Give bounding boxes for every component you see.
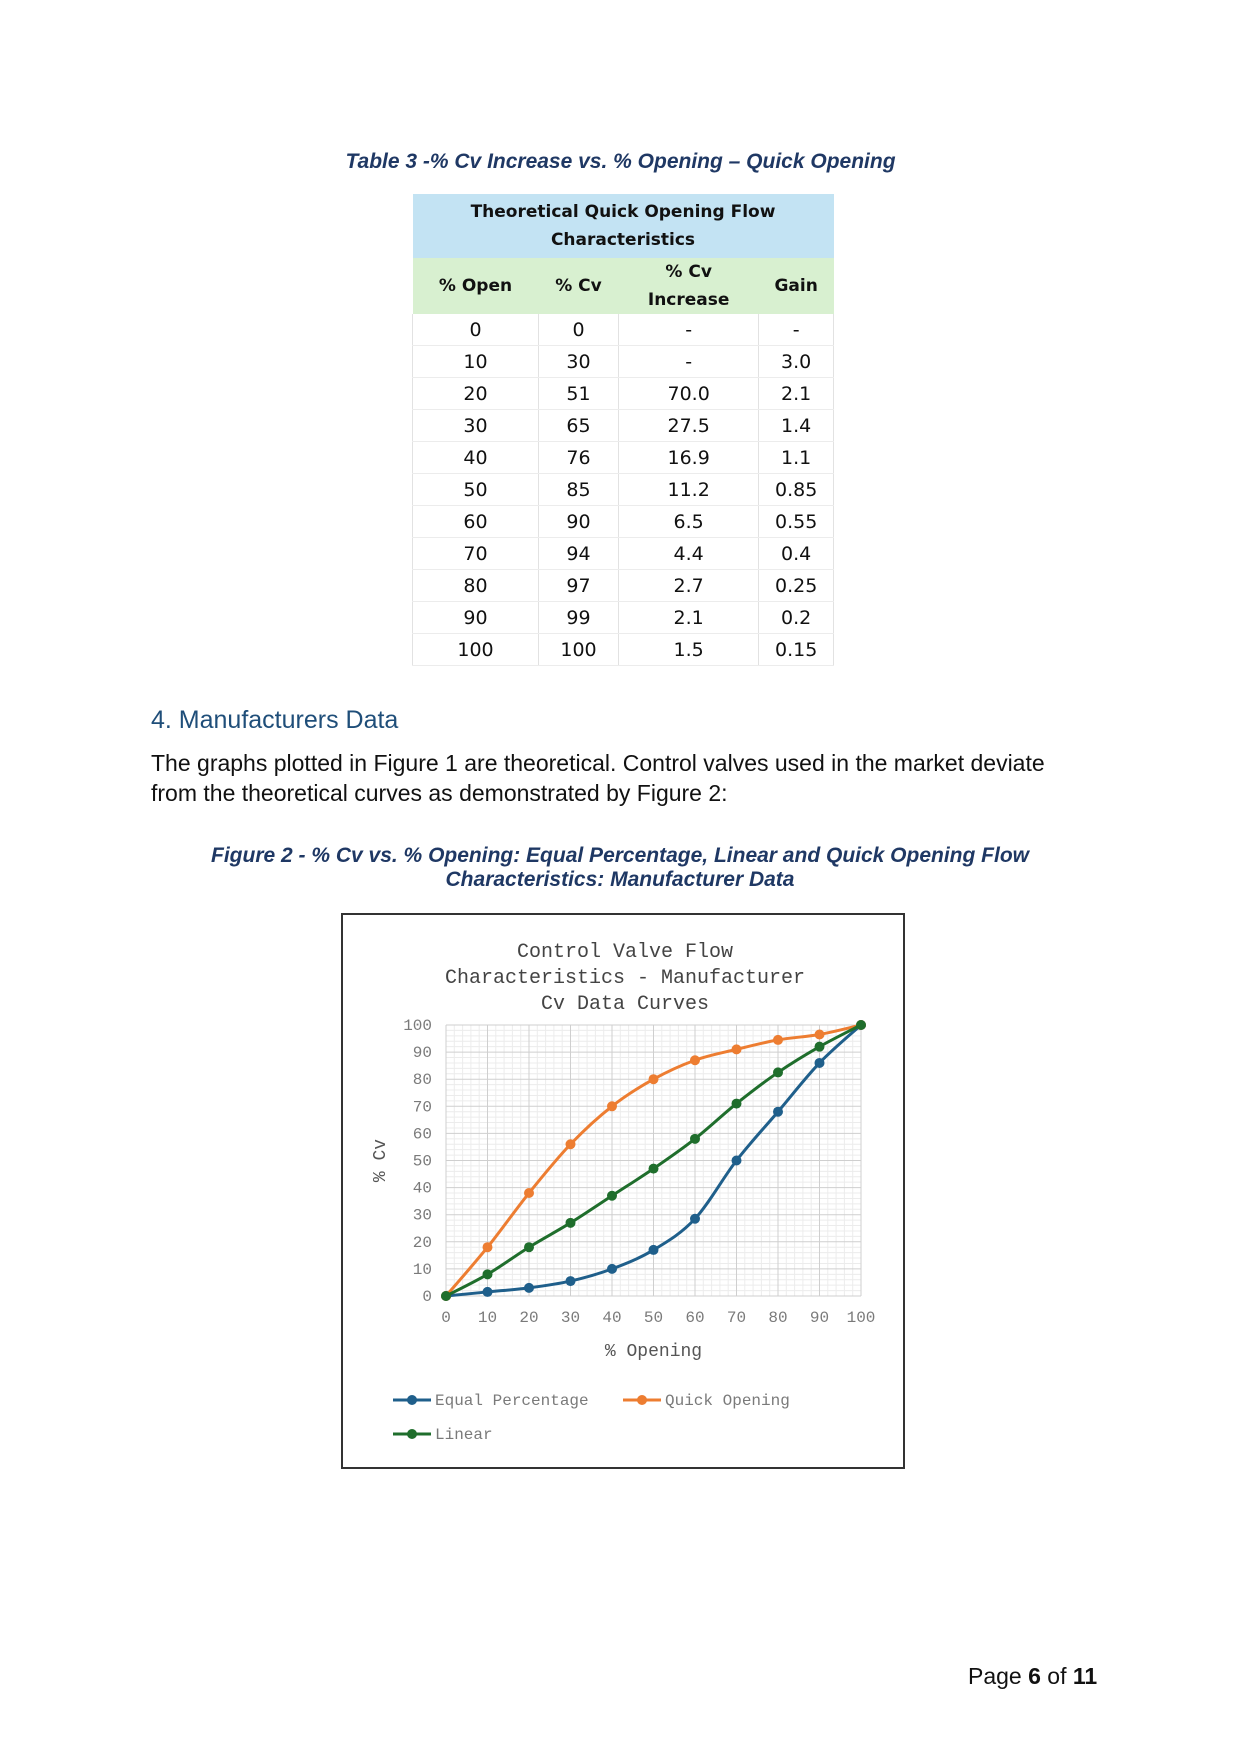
x-tick-label: 20 <box>519 1309 539 1327</box>
page-total: 11 <box>1072 1663 1098 1689</box>
table-cell: 90 <box>413 602 539 634</box>
chart-frame <box>341 913 905 1469</box>
legend-marker-quick-opening <box>637 1395 647 1405</box>
figure-caption <box>180 844 1060 892</box>
table-cell: 20 <box>413 378 539 410</box>
col-header-cv-increase-line2: Increase <box>647 290 730 310</box>
table-cell: 0.25 <box>759 570 834 602</box>
table-cell: 2.1 <box>759 378 834 410</box>
data-point-equal-percentage <box>690 1214 700 1224</box>
y-tick-label: 80 <box>412 1071 432 1090</box>
table-cell: 94 <box>538 538 618 570</box>
page-number <box>968 1663 1097 1690</box>
table-cell: 2.7 <box>619 570 759 602</box>
table-cell: 90 <box>538 506 618 538</box>
table-cell: 85 <box>538 474 618 506</box>
col-header-cv: % Cv <box>538 258 618 314</box>
table-row <box>413 410 834 442</box>
legend-label-equal-percentage: Equal Percentage <box>435 1392 589 1410</box>
table-cell: 0.15 <box>759 634 834 666</box>
table-cell: 40 <box>413 442 539 474</box>
data-point-quick-opening <box>690 1055 700 1065</box>
chart-title-line: Control Valve Flow <box>516 941 734 964</box>
page-label: Page <box>968 1663 1022 1689</box>
table-cell: 70 <box>413 538 539 570</box>
table-row <box>413 314 834 346</box>
table-cell: 0.2 <box>759 602 834 634</box>
body-paragraph: The graphs plotted in Figure 1 are theoretical. Control valves used in the market deviate from the theoretical curves as demonstrated by Figure 2: <box>151 750 1045 806</box>
data-point-linear <box>483 1269 493 1279</box>
table-cell: 30 <box>413 410 539 442</box>
table-row <box>413 346 834 378</box>
data-point-linear <box>441 1291 451 1301</box>
data-point-quick-opening <box>566 1139 576 1149</box>
y-tick-label: 0 <box>422 1288 432 1306</box>
data-point-equal-percentage <box>815 1058 825 1068</box>
quick-opening-table <box>412 194 834 666</box>
data-point-linear <box>566 1218 576 1228</box>
x-tick-label: 30 <box>560 1309 581 1327</box>
data-point-linear <box>649 1164 659 1174</box>
table-cell: 0 <box>538 314 618 346</box>
table-cell: 30 <box>538 346 618 378</box>
table-row <box>413 378 834 410</box>
table-cell: 100 <box>413 634 539 666</box>
data-point-equal-percentage <box>566 1276 576 1286</box>
y-tick-label: 90 <box>412 1044 432 1063</box>
data-point-linear <box>773 1067 783 1077</box>
table-row <box>413 602 834 634</box>
table-cell: 99 <box>538 602 618 634</box>
table-title-line2: Characteristics <box>550 230 696 250</box>
page-current: 6 <box>1028 1663 1041 1689</box>
col-header-gain: Gain <box>759 258 834 314</box>
data-point-linear <box>524 1242 534 1252</box>
col-header-cv-increase <box>619 258 759 314</box>
legend-label-linear: Linear <box>435 1426 493 1444</box>
table-cell: 16.9 <box>619 442 759 474</box>
data-point-equal-percentage <box>649 1245 659 1255</box>
x-tick-label: 40 <box>602 1309 622 1327</box>
x-tick-label: 100 <box>846 1309 876 1327</box>
data-point-quick-opening <box>524 1188 534 1198</box>
x-tick-label: 50 <box>643 1309 664 1327</box>
data-point-quick-opening <box>607 1101 617 1111</box>
section-heading: 4. Manufacturers Data <box>151 706 399 734</box>
table-row <box>413 442 834 474</box>
y-tick-label: 20 <box>412 1233 432 1252</box>
x-tick-label: 0 <box>441 1309 451 1327</box>
legend-label-quick-opening: Quick Opening <box>665 1392 790 1410</box>
x-tick-label: 80 <box>768 1309 788 1327</box>
table-row <box>413 506 834 538</box>
table-cell: - <box>619 346 759 378</box>
table-cell: 60 <box>413 506 539 538</box>
chart-title-line: Cv Data Curves <box>540 993 710 1016</box>
table-cell: 2.1 <box>619 602 759 634</box>
data-point-linear <box>732 1099 742 1109</box>
y-tick-label: 40 <box>412 1179 432 1198</box>
y-tick-label: 10 <box>412 1260 432 1279</box>
data-point-equal-percentage <box>732 1156 742 1166</box>
y-tick-label: 30 <box>412 1206 432 1225</box>
flow-characteristics-chart <box>343 915 907 1471</box>
data-point-quick-opening <box>773 1035 783 1045</box>
x-tick-label: 10 <box>477 1309 498 1327</box>
table-cell: 1.1 <box>759 442 834 474</box>
table-cell: 3.0 <box>759 346 834 378</box>
chart-title-line: Characteristics - Manufacturer <box>444 967 806 990</box>
table-cell: 10 <box>413 346 539 378</box>
table-cell: - <box>619 314 759 346</box>
table-cell: 80 <box>413 570 539 602</box>
data-point-equal-percentage <box>483 1287 493 1297</box>
data-point-linear <box>856 1020 866 1030</box>
data-point-quick-opening <box>815 1029 825 1039</box>
table-cell: 11.2 <box>619 474 759 506</box>
table-row <box>413 570 834 602</box>
table-cell: 1.5 <box>619 634 759 666</box>
col-header-open: % Open <box>413 258 539 314</box>
x-tick-label: 60 <box>685 1309 705 1327</box>
col-header-cv-increase-line1: % Cv <box>665 262 712 282</box>
x-tick-label: 70 <box>726 1309 747 1327</box>
table-cell: 100 <box>538 634 618 666</box>
x-axis-label: % Opening <box>604 1342 703 1362</box>
table-caption: Table 3 -% Cv Increase vs. % Opening – Quick Opening <box>345 150 896 173</box>
data-point-quick-opening <box>483 1242 493 1252</box>
table-cell: 6.5 <box>619 506 759 538</box>
table-cell: 4.4 <box>619 538 759 570</box>
y-tick-label: 50 <box>412 1152 432 1171</box>
y-tick-label: 60 <box>412 1125 432 1144</box>
table-cell: 76 <box>538 442 618 474</box>
y-axis-label: % Cv <box>371 1138 391 1183</box>
table-cell: 27.5 <box>619 410 759 442</box>
data-point-equal-percentage <box>773 1107 783 1117</box>
page-of: of <box>1047 1663 1067 1689</box>
data-point-quick-opening <box>732 1044 742 1054</box>
table-cell: - <box>759 314 834 346</box>
figure-caption-line2: Characteristics: Manufacturer Data <box>445 868 795 891</box>
y-tick-label: 100 <box>403 1017 432 1035</box>
table-row <box>413 538 834 570</box>
data-point-equal-percentage <box>524 1283 534 1293</box>
table-title <box>413 194 834 258</box>
legend-marker-linear <box>407 1429 417 1439</box>
data-point-linear <box>690 1134 700 1144</box>
table-cell: 97 <box>538 570 618 602</box>
figure-caption-line1: Figure 2 - % Cv vs. % Opening: Equal Percentage, Linear and Quick Opening Flow <box>211 844 1029 867</box>
table-row <box>413 634 834 666</box>
table-cell: 70.0 <box>619 378 759 410</box>
table-title-line1: Theoretical Quick Opening Flow <box>470 202 776 222</box>
table-body <box>413 314 834 666</box>
table-row <box>413 474 834 506</box>
table-cell: 51 <box>538 378 618 410</box>
table-cell: 0.55 <box>759 506 834 538</box>
data-point-linear <box>815 1042 825 1052</box>
x-tick-label: 90 <box>809 1309 830 1327</box>
data-point-equal-percentage <box>607 1264 617 1274</box>
table-cell: 0 <box>413 314 539 346</box>
table-cell: 50 <box>413 474 539 506</box>
data-point-quick-opening <box>649 1074 659 1084</box>
table-cell: 65 <box>538 410 618 442</box>
table-cell: 1.4 <box>759 410 834 442</box>
table-cell: 0.85 <box>759 474 834 506</box>
table-cell: 0.4 <box>759 538 834 570</box>
data-point-linear <box>607 1191 617 1201</box>
legend-marker-equal-percentage <box>407 1395 417 1405</box>
y-tick-label: 70 <box>412 1098 432 1117</box>
